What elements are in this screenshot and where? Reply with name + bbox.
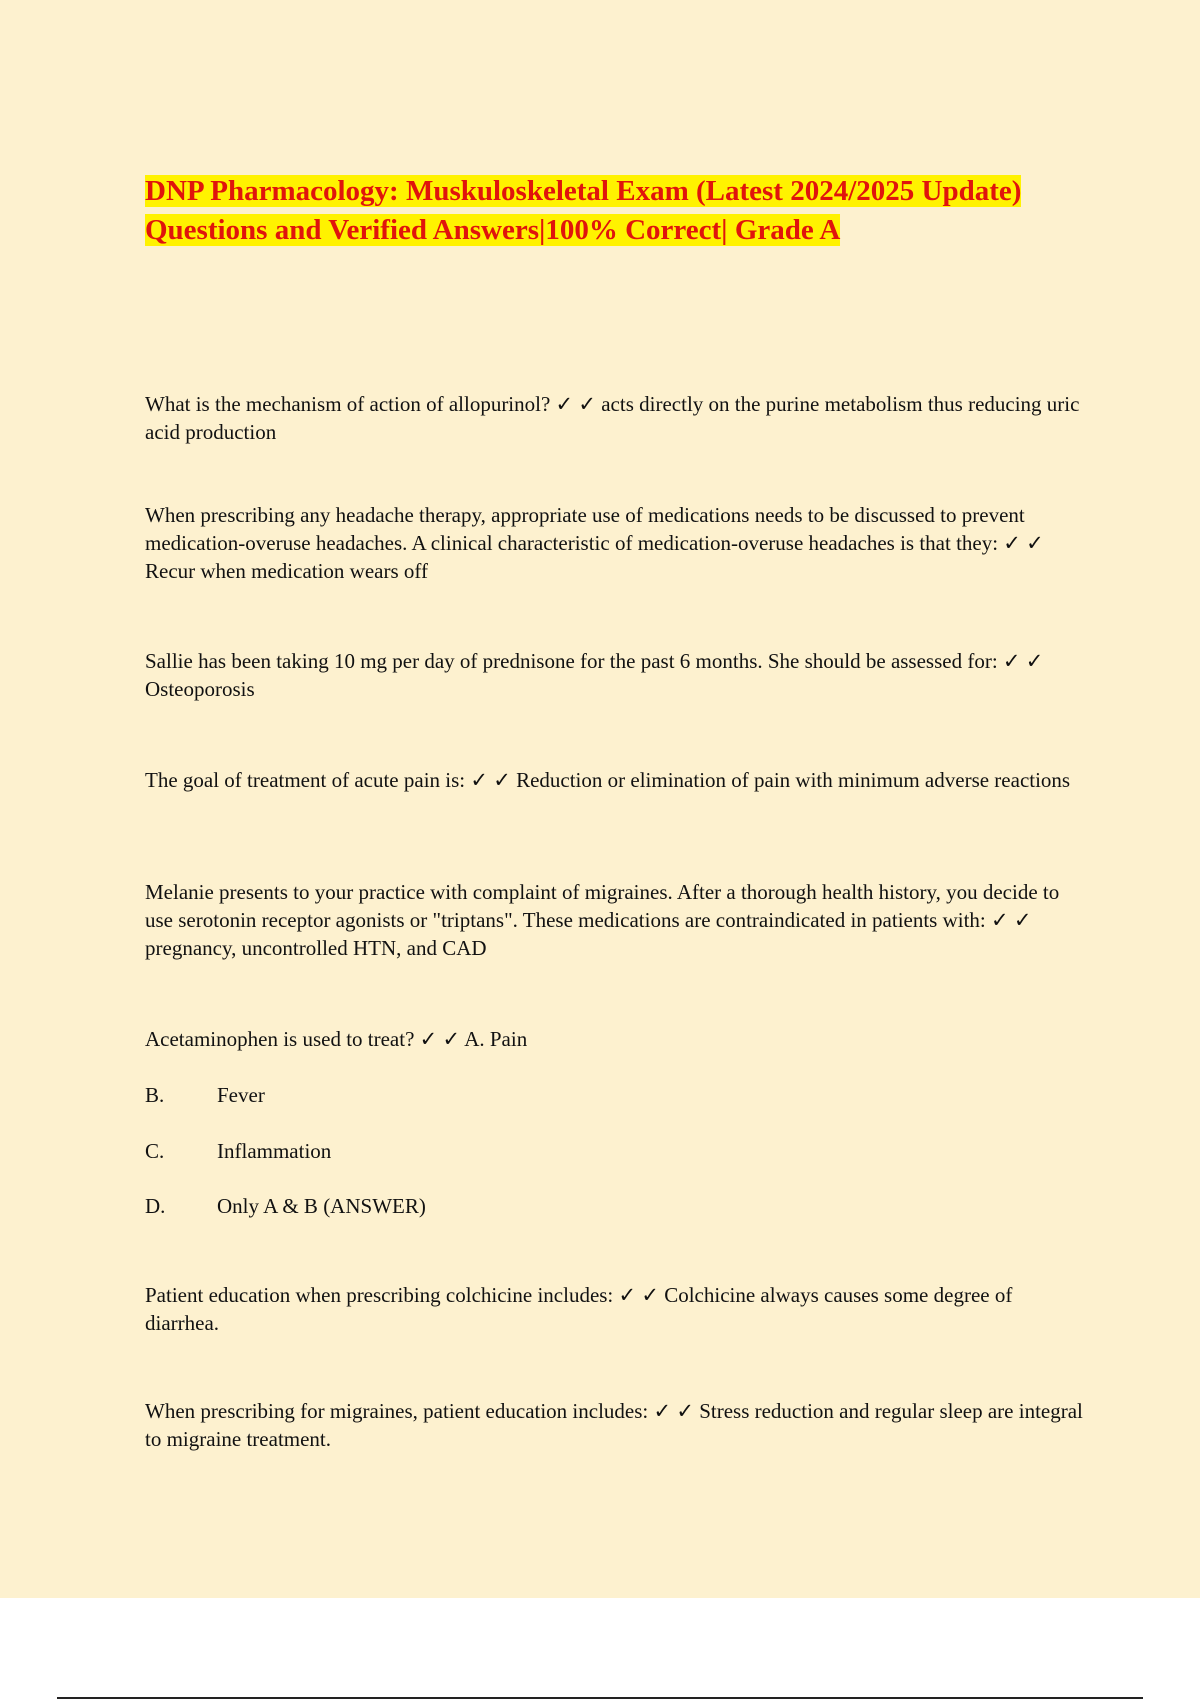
question-prednisone: Sallie has been taking 10 mg per day of prednisone for the past 6 months. She should be assessed for: ✓ ✓ Osteoporosis [145, 649, 1044, 701]
question-acute-pain: The goal of treatment of acute pain is: ✓ ✓ Reduction or elimination of pain with minimum adverse reactions [145, 768, 1071, 792]
question-acetaminophen: Acetaminophen is used to treat? ✓ ✓ A. Pain [145, 1027, 528, 1051]
question-allopurinol: What is the mechanism of action of allopurinol? ✓ ✓ acts directly on the purine metabolism thus reducing uric acid production [145, 392, 1080, 444]
option-b-letter: B. [145, 1083, 165, 1107]
option-c [145, 1137, 331, 1165]
option-d [145, 1192, 426, 1220]
question-colchicine: Patient education when prescribing colchicine includes: ✓ ✓ Colchicine always causes some degree of diarrhea. [145, 1283, 1013, 1335]
document-title [145, 172, 1105, 250]
option-c-text: Inflammation [217, 1139, 332, 1163]
question-headache: When prescribing any headache therapy, appropriate use of medications needs to be discussed to prevent medication-overuse headaches. A clinical characteristic of medication-overuse headaches is that they: ✓ ✓ Recur when medication wears off [145, 503, 1044, 583]
option-d-text: Only A & B (ANSWER) [217, 1194, 426, 1218]
option-c-letter: C. [145, 1139, 165, 1163]
option-d-letter: D. [145, 1194, 166, 1218]
question-migraine-education: When prescribing for migraines, patient education includes: ✓ ✓ Stress reduction and regular sleep are integral to migraine treatment. [145, 1399, 1083, 1451]
option-b-text: Fever [217, 1083, 265, 1107]
option-b [145, 1081, 265, 1109]
question-triptans: Melanie presents to your practice with complaint of migraines. After a thorough health history, you decide to use serotonin receptor agonists or "triptans". These medications are contraindicated in patients with: ✓ ✓ pregnancy, uncontrolled HTN, and CAD [145, 880, 1060, 960]
footer-divider [57, 1697, 1143, 1699]
document-title-text: DNP Pharmacology: Muskuloskeletal Exam (Latest 2024/2025 Update) Questions and Verified Answers|100% Correct| Grade A [145, 175, 1022, 246]
